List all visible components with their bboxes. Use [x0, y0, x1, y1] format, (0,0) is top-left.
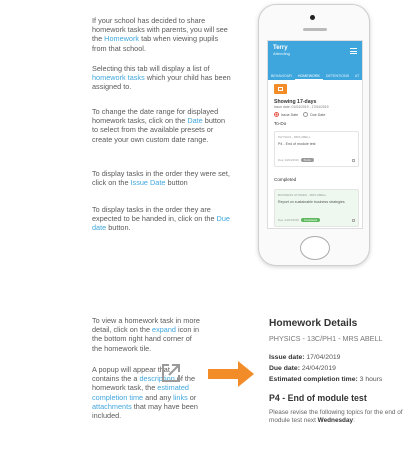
- status-badge: Completed: [301, 218, 321, 222]
- estimated-time-value: 3 hours: [357, 376, 383, 383]
- tab-homework[interactable]: HOMEWORK: [295, 73, 323, 80]
- homework-tasks-link[interactable]: homework tasks: [92, 73, 145, 83]
- view-detail-text-end: icon in the bottom right hand corner of the homework tile.: [92, 325, 200, 353]
- calendar-icon: [278, 87, 283, 91]
- estimated-time-link[interactable]: estimated completion time: [92, 383, 189, 402]
- intro-paragraph: [92, 16, 232, 53]
- card-due: [278, 218, 320, 222]
- pupil-name: Terry: [273, 45, 288, 51]
- phone-screen: [267, 40, 363, 229]
- description-text: Please revise the following topics for the end of module test next: [269, 409, 403, 425]
- card-due-text: Due: 24/04/2019: [278, 218, 299, 222]
- phone-mockup: [258, 4, 370, 266]
- order-due-text: To display tasks in the order they are expected to be handed in, click on the: [92, 205, 217, 224]
- card-due-text: Due: 24/04/2019: [278, 158, 299, 162]
- completed-heading: Completed: [274, 177, 297, 182]
- card-subject: PHYSICS - MRS ABELL: [278, 135, 311, 139]
- app-header: [268, 41, 362, 73]
- issue-date-radio[interactable]: [274, 112, 279, 117]
- status-badge: To do: [301, 158, 314, 162]
- view-detail-text: To view a homework task in more detail, click on the: [92, 316, 200, 335]
- sort-radios: [274, 112, 325, 117]
- homework-link[interactable]: Homework: [104, 34, 140, 44]
- selecting-text: Selecting this tab will display a list of: [92, 64, 210, 73]
- date-range-text-end: button to select from the available presets or create your own custom date range.: [92, 116, 226, 144]
- issue-date-value: 17/04/2019: [304, 354, 341, 361]
- issue-date-radio-label: Issue Date: [281, 112, 299, 117]
- tab-detentions[interactable]: DETENTIONS: [325, 74, 350, 78]
- due-date-radio-label: Due Date: [310, 112, 326, 117]
- due-date-label: Due date:: [269, 365, 300, 372]
- description-link[interactable]: description: [139, 374, 175, 384]
- homework-card[interactable]: [274, 189, 359, 227]
- card-subject: BUSINESS STUDIES - MRS ABELL: [278, 193, 327, 197]
- estimated-time-label: Estimated completion time:: [269, 376, 358, 383]
- order-set-text: To display tasks in the order they were set, click on the: [92, 169, 230, 188]
- tab-attendance[interactable]: AT: [355, 74, 360, 78]
- date-button[interactable]: [274, 84, 287, 94]
- order-set-text-end: button: [165, 178, 188, 188]
- expand-icon[interactable]: [352, 159, 355, 162]
- selecting-text-end: which your child has been assigned to.: [92, 73, 231, 92]
- intro-text: If your school has decided to share homework tasks with parents, you will see the: [92, 16, 228, 44]
- description-bold: Wednesday: [317, 417, 354, 425]
- issue-date-link[interactable]: Issue Date: [130, 178, 166, 188]
- card-title: P4 - End of module test: [278, 142, 316, 146]
- popup-text-3: and any: [143, 392, 174, 402]
- popup-text-2: of the homework task, the: [92, 374, 196, 393]
- card-due: [278, 158, 314, 162]
- expand-link[interactable]: expand: [152, 325, 176, 335]
- order-due-paragraph: [92, 205, 232, 233]
- details-estimated-time: [269, 376, 382, 383]
- date-link[interactable]: Date: [187, 116, 203, 126]
- details-subtitle: PHYSICS - 13C/PH1 - MRS ABELL: [269, 334, 383, 343]
- home-button: [300, 236, 330, 260]
- app-tabs: [268, 73, 362, 80]
- details-description: [269, 409, 411, 426]
- due-date-value: 24/04/2019: [299, 365, 336, 372]
- selecting-paragraph: [92, 64, 232, 92]
- arrow-right-icon: [208, 361, 254, 387]
- card-title: Report on sustainable business strategies: [278, 200, 345, 204]
- date-range-paragraph: [92, 107, 232, 144]
- details-due-date: [269, 365, 336, 372]
- todo-heading: To-Do: [274, 121, 287, 126]
- date-range-title: Showing 17-days: [274, 99, 317, 105]
- expand-icon[interactable]: [352, 219, 355, 222]
- links-link[interactable]: links: [173, 392, 188, 402]
- issue-date-label: Issue date:: [269, 354, 305, 361]
- description-end: :: [353, 417, 355, 425]
- date-range-text: To change the date range for displayed homework tasks, click on the: [92, 107, 219, 126]
- details-task-title: P4 - End of module test: [269, 393, 367, 403]
- pupil-status: Attending: [273, 51, 290, 56]
- speaker-grille: [303, 28, 327, 31]
- popup-text-4: or: [187, 392, 197, 402]
- camera-dot: [310, 15, 315, 20]
- view-detail-paragraph: [92, 316, 202, 353]
- details-title: Homework Details: [269, 318, 358, 329]
- intro-text-end: tab when viewing pupils from that school.: [92, 34, 219, 53]
- order-due-text-end: button.: [106, 223, 131, 233]
- date-range-detail: Issue date: 01/04/2019 - 17/04/2019: [274, 105, 329, 109]
- order-set-paragraph: [92, 169, 232, 187]
- tab-behaviour[interactable]: BEHAVIOUR: [271, 74, 292, 78]
- popup-text-5: that may have been included.: [92, 401, 198, 421]
- menu-icon[interactable]: [350, 48, 357, 56]
- details-issue-date: [269, 354, 340, 361]
- due-date-link[interactable]: Due date: [92, 214, 230, 233]
- due-date-radio[interactable]: [303, 112, 308, 117]
- popup-paragraph: [92, 365, 198, 420]
- popup-text-1: A popup will appear that contains the a: [92, 365, 170, 384]
- expand-icon[interactable]: [160, 362, 182, 384]
- attachments-link[interactable]: attachments: [92, 401, 132, 411]
- homework-card[interactable]: [274, 131, 359, 167]
